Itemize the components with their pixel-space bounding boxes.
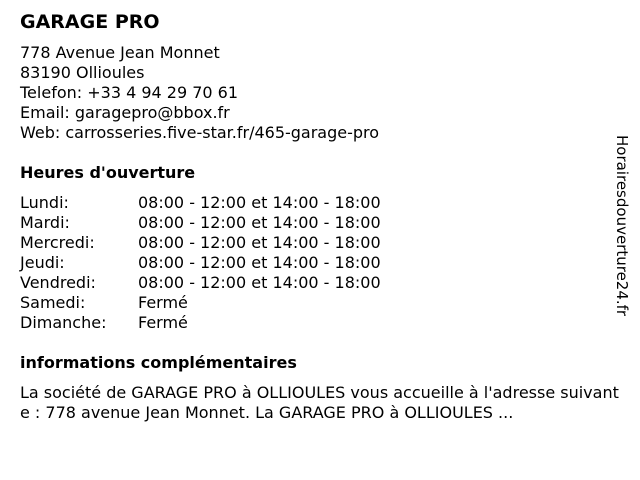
day-hours: 08:00 - 12:00 et 14:00 - 18:00 xyxy=(138,213,381,232)
address-city: 83190 Ollioules xyxy=(20,63,145,82)
contact-block xyxy=(20,43,379,143)
business-name: GARAGE PRO xyxy=(20,11,160,33)
day-hours: 08:00 - 12:00 et 14:00 - 18:00 xyxy=(138,273,381,292)
hours-row-tuesday xyxy=(20,213,440,233)
opening-hours-heading: Heures d'ouverture xyxy=(20,163,196,182)
site-watermark: Horairesdouverture24.fr xyxy=(613,135,631,317)
business-description: La société de GARAGE PRO à OLLIOULES vous accueille à l'adresse suivante : 778 avenue Jean Monnet. La GARAGE PRO à OLLIOULES ... xyxy=(20,383,619,422)
hours-row-sunday xyxy=(20,313,440,333)
web-line: Web: carrosseries.five-star.fr/465-garage-pro xyxy=(20,123,380,142)
day-label: Mercredi: xyxy=(20,233,95,252)
day-hours: 08:00 - 12:00 et 14:00 - 18:00 xyxy=(138,233,381,252)
hours-row-friday xyxy=(20,273,440,293)
day-label: Samedi: xyxy=(20,293,86,312)
additional-info-heading: informations complémentaires xyxy=(20,353,297,372)
day-label: Vendredi: xyxy=(20,273,96,292)
hours-row-monday xyxy=(20,193,440,213)
day-hours: 08:00 - 12:00 et 14:00 - 18:00 xyxy=(138,193,381,212)
day-label: Lundi: xyxy=(20,193,69,212)
phone-line: Telefon: +33 4 94 29 70 61 xyxy=(20,83,239,102)
day-label: Jeudi: xyxy=(20,253,65,272)
day-label: Dimanche: xyxy=(20,313,107,332)
opening-hours-table xyxy=(20,193,440,333)
day-hours: Fermé xyxy=(138,293,188,312)
hours-row-thursday xyxy=(20,253,440,273)
day-hours: 08:00 - 12:00 et 14:00 - 18:00 xyxy=(138,253,381,272)
day-hours: Fermé xyxy=(138,313,188,332)
hours-row-saturday xyxy=(20,293,440,313)
hours-row-wednesday xyxy=(20,233,440,253)
email-line: Email: garagepro@bbox.fr xyxy=(20,103,230,122)
address-street: 778 Avenue Jean Monnet xyxy=(20,43,220,62)
day-label: Mardi: xyxy=(20,213,70,232)
